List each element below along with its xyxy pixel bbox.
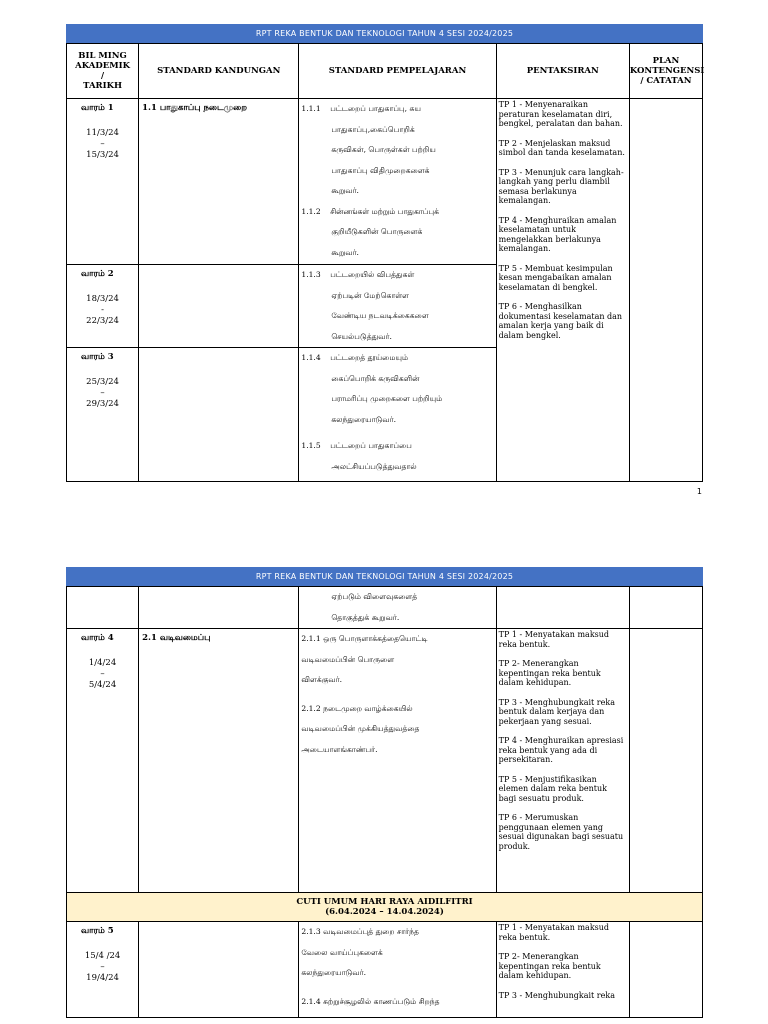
tp-item: TP 1 - Menyatakan maksud reka bentuk. — [498, 630, 610, 649]
rpt-table-page-2 — [66, 586, 703, 1018]
tp-item: TP 4 - Menghuraikan apresiasi reka bentuk yang ada di persekitaran. — [498, 736, 624, 764]
pembelajaran-cell: 2.1.3 வடிவமைப்புத் துறை சார்ந்த வேலை வாய்ப்புகளைக் கலந்துரையாடுவர். 2.1.4 சுற்றுச்சூழலில் காணப்படும் சிறந்த — [299, 922, 496, 1018]
pembelajaran-cell: 1.1.3 பட்டறையில் விபத்துகள் ஏற்படின் மேற்கொள்ள வேண்டிய நடவடிக்கைகளை செயல்படுத்துவர். — [299, 265, 496, 348]
tp-item: TP 3 - Menghubungkait reka bentuk dalam kerjaya dan pekerjaan yang sesuai. — [498, 697, 615, 726]
page-number: 1 — [696, 487, 702, 496]
table-row — [67, 922, 703, 1018]
pentaksiran-cell — [496, 99, 629, 482]
week-label: வாரம் 1 — [81, 103, 114, 113]
table-row — [67, 587, 703, 629]
tp-item: TP 1 - Menyenaraikan peraturan keselamatan diri, bengkel, peralatan dan bahan. — [498, 100, 623, 128]
tp-item: TP 2- Menerangkan kepentingan reka bentuk dalam kehidupan. — [498, 952, 601, 980]
tp-item: TP 3 - Menunjuk cara langkah-langkah yang perlu diambil semasa berlakunya kemalangan. — [498, 167, 624, 205]
holiday-dates: (6.04.2024 – 14.04.2024) — [325, 907, 444, 917]
kandungan-cell — [139, 265, 299, 348]
header-standard-pembelajaran: STANDARD PEMPELAJARAN — [299, 44, 496, 99]
catatan-cell — [629, 99, 702, 482]
header-standard-kandungan: STANDARD KANDUNGAN — [139, 44, 299, 99]
date-start: 1/4/24 — [88, 658, 117, 668]
date-start: 15/4 /24 — [84, 951, 121, 961]
pentaksiran-cell — [496, 629, 629, 893]
pembelajaran-cell: ஏற்படும் விளைவுகளைத் தொகுத்துக் கூறுவர். — [299, 587, 496, 629]
header-week-date: BIL MING AKADEMIK / TARIKH — [67, 44, 139, 99]
kandungan-cell — [139, 99, 299, 265]
holiday-title: CUTI UMUM HARI RAYA AIDILFITRI — [296, 897, 473, 907]
week-label: வாரம் 5 — [81, 926, 114, 936]
week-label: வாரம் 4 — [81, 633, 114, 643]
date-end: 5/4/24 — [88, 680, 117, 690]
table-row — [67, 629, 703, 893]
standard-kandungan-text: 1.1 பாதுகாப்பு நடைமுறை — [142, 103, 248, 113]
date-end: 19/4/24 — [86, 973, 119, 983]
week-cell: வாரம் 4 1/4/24 – 5/4/24 — [67, 629, 139, 893]
tp-item: TP 6 - Menghasilkan dokumentasi keselamatan dan amalan kerja yang baik di dalam bengkel. — [498, 302, 623, 340]
header-pentaksiran: PENTAKSIRAN — [496, 44, 629, 99]
tp-item: TP 1 - Menyatakan maksud reka bentuk. — [498, 923, 610, 942]
page-1-banner: RPT REKA BENTUK DAN TEKNOLOGI TAHUN 4 SESI 2024/2025 — [66, 24, 703, 43]
date-end: 15/3/24 — [86, 150, 119, 160]
holiday-cell — [67, 893, 703, 922]
week-label: வாரம் 3 — [81, 352, 114, 362]
tp-item: TP 5 - Membuat kesimpulan kesan mengabaikan amalan keselamatan di bengkel. — [498, 263, 613, 292]
pembelajaran-cell: 2.1.1 ஒரு பொருளாக்கத்தையொட்டி வடிவமைப்பின் பொருளை விளக்குவர். 2.1.2 நடைமுறை வாழ்க்கையில் வடிவமைப்பின் முக்கியத்துவத்தை அடையாளங்காண்பர். — [299, 629, 496, 893]
date-end: 29/3/24 — [86, 399, 119, 409]
kandungan-cell — [139, 922, 299, 1018]
date-start: 11/3/24 — [86, 128, 119, 138]
week-label: வாரம் 2 — [81, 269, 114, 279]
tp-item: TP 3 - Menghubungkait reka — [498, 990, 615, 1000]
header-plan-kontengensi: PLAN KONTENGENSI / CATATAN — [629, 44, 702, 99]
rpt-table-page-1 — [66, 43, 703, 482]
page-1 — [66, 24, 703, 482]
tp-item: TP 6 - Merumuskan penggunaan elemen yang sesuai digunakan bagi sesuatu produk. — [498, 813, 624, 851]
page-2 — [66, 567, 703, 1018]
table-row — [67, 99, 703, 265]
tp-item: TP 4 - Menghuraikan amalan keselamatan untuk mengelakkan berlakunya kemalangan. — [498, 215, 617, 253]
pentaksiran-cell — [496, 922, 629, 1018]
week-cell: வாரம் 1 11/3/24 – 15/3/24 — [67, 99, 139, 265]
date-start: 25/3/24 — [86, 377, 119, 387]
week-cell: வாரம் 3 25/3/24 – 29/3/24 — [67, 348, 139, 482]
page-2-banner: RPT REKA BENTUK DAN TEKNOLOGI TAHUN 4 SESI 2024/2025 — [66, 567, 703, 586]
pembelajaran-cell: 1.1.1 பட்டறைப் பாதுகாப்பு, சுய பாதுகாப்பு,கைப்பொறிக் கருவிகள், பொருள்கள் பற்றிய பாதுகாப்பு விதிமுறைகளைக் கூறுவர். 1.1.2 சின்னங்கள் மற்றும் பாதுகாப்புக் குறியீடுகளின் பொருளைக் கூறுவர். — [299, 99, 496, 265]
catatan-cell — [629, 629, 702, 893]
kandungan-cell — [139, 348, 299, 482]
holiday-row — [67, 893, 703, 922]
date-end: 22/3/24 — [86, 316, 119, 326]
week-cell: வாரம் 2 18/3/24 - 22/3/24 — [67, 265, 139, 348]
tp-item: TP 2- Menerangkan kepentingan reka bentuk dalam kehidupan. — [498, 659, 601, 687]
week-cell: வாரம் 5 15/4 /24 – 19/4/24 — [67, 922, 139, 1018]
kandungan-cell — [139, 629, 299, 893]
table-header-row — [67, 44, 703, 99]
tp-item: TP 2 - Menjelaskan maksud simbol dan tanda keselamatan. — [498, 138, 625, 157]
tp-item: TP 5 - Menjustifikasikan elemen dalam reka bentuk bagi sesuatu produk. — [498, 774, 607, 803]
pembelajaran-cell: 1.1.4 பட்டறைத் தூய்மையும் கைப்பொறிக் கருவிகளின் பராமரிப்பு முறைகளை பற்றியும் கலந்துரையாடுவர். 1.1.5 பட்டறைப் பாதுகாப்பை அலட்சியப்படுத்துவதால் — [299, 348, 496, 482]
date-start: 18/3/24 — [86, 294, 119, 304]
catatan-cell — [629, 922, 702, 1018]
standard-kandungan-text: 2.1 வடிவமைப்பு — [142, 633, 211, 643]
